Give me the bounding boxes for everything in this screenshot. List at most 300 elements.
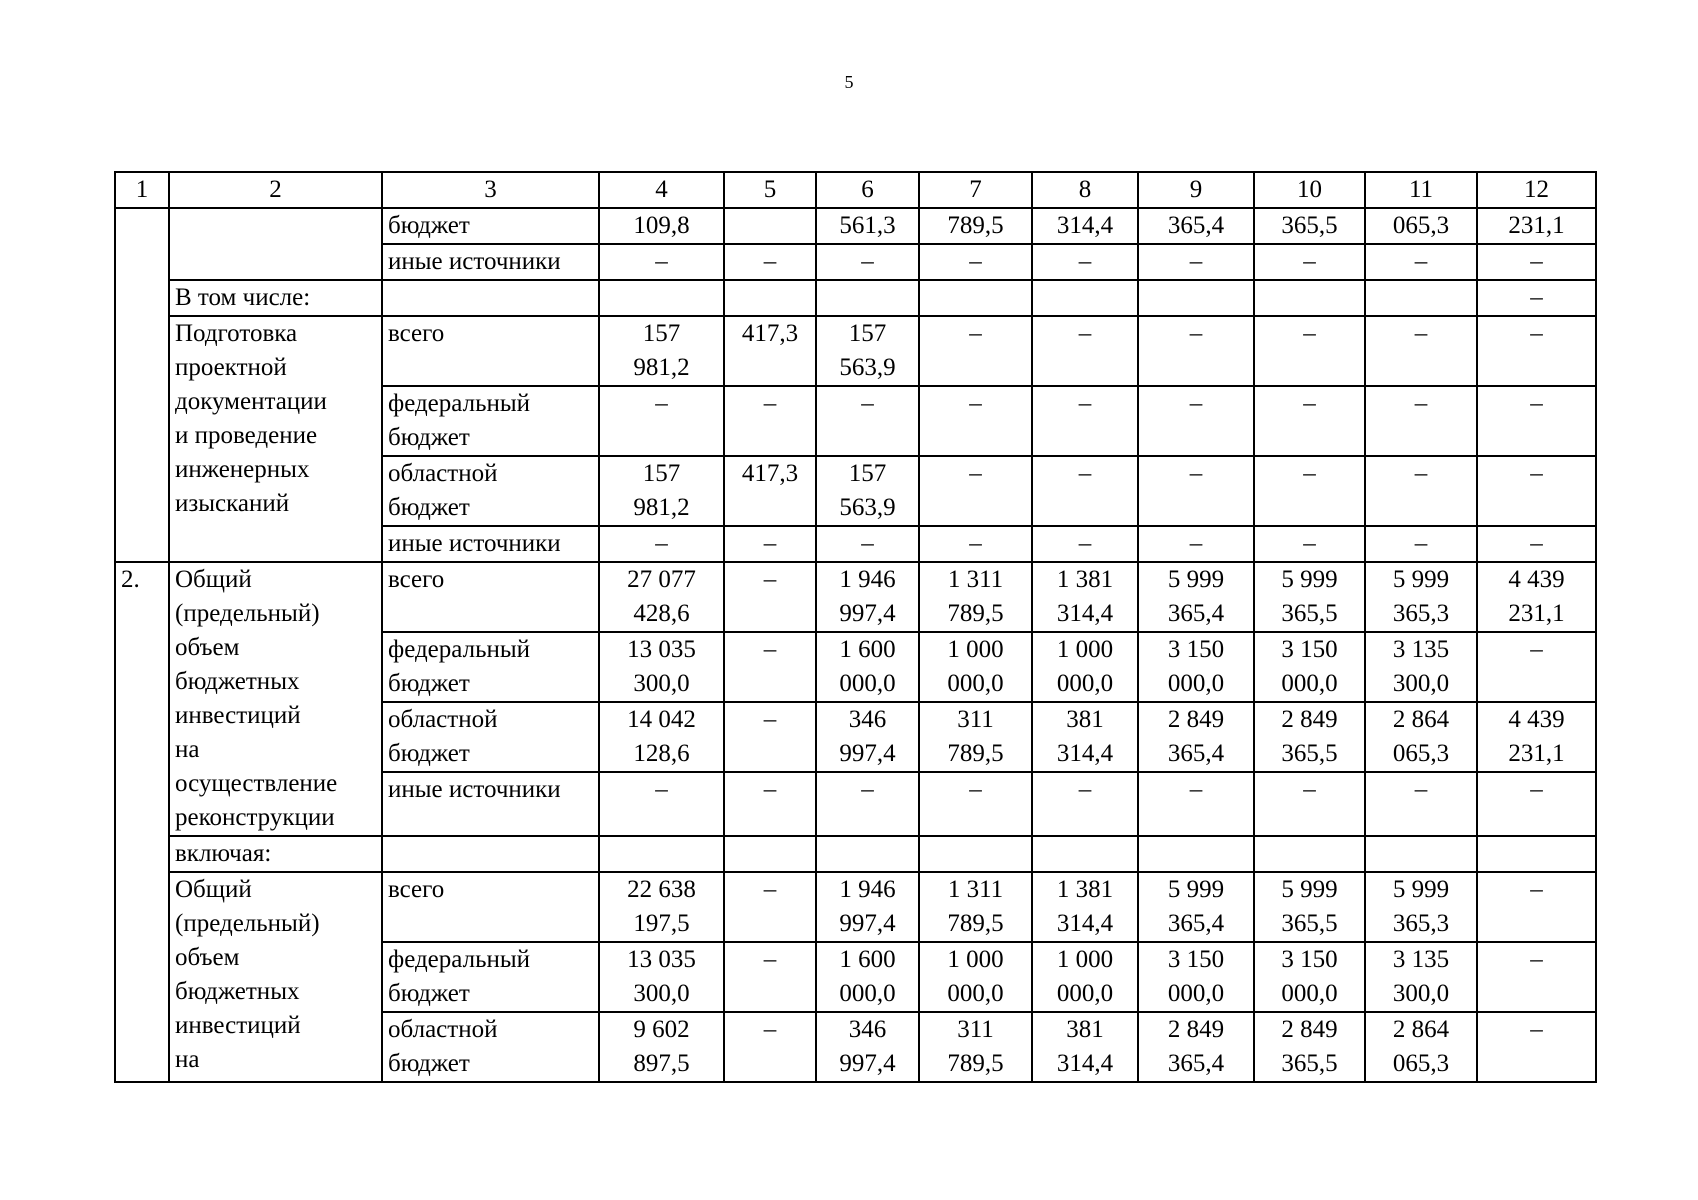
- value-line: 417,3: [741, 460, 799, 487]
- value-cell: [919, 280, 1032, 316]
- value-cell: [1477, 1012, 1596, 1082]
- value-line: 14 042: [627, 706, 696, 733]
- value-cell: [1365, 1012, 1477, 1082]
- value-cell: [1138, 562, 1254, 632]
- value-line: –: [1530, 946, 1543, 973]
- value-line: 13 035: [627, 636, 696, 663]
- value-line: 365,4: [1167, 740, 1225, 767]
- value-cell: [816, 1012, 919, 1082]
- source-line: всего: [388, 320, 445, 347]
- value-line: –: [763, 566, 777, 593]
- source-cell: [382, 386, 599, 456]
- item-name-cell: [169, 562, 382, 836]
- value-line: 346: [848, 706, 887, 733]
- table-row: [115, 562, 1596, 632]
- value-line: 5 999: [1392, 876, 1450, 903]
- value-line: 2 849: [1281, 1016, 1338, 1043]
- value-line: –: [861, 390, 874, 417]
- value-cell: [1032, 280, 1138, 316]
- value-cell: [599, 1012, 724, 1082]
- value-line: 563,9: [839, 354, 896, 381]
- value-line: 065,3: [1392, 1050, 1450, 1077]
- item-name-line: (предельный): [175, 910, 320, 937]
- subheading-cell: В том числе:: [169, 280, 382, 316]
- value-cell: [1365, 836, 1477, 872]
- value-line: –: [655, 390, 668, 417]
- source-cell: [382, 632, 599, 702]
- value-line: 1 946: [839, 876, 896, 903]
- value-line: 789,5: [947, 740, 1004, 767]
- source-cell: [382, 280, 599, 316]
- value-cell: –: [1365, 244, 1477, 280]
- value-cell: [599, 280, 724, 316]
- value-cell: [724, 316, 816, 386]
- value-line: –: [1189, 460, 1203, 487]
- value-line: 5 999: [1392, 566, 1450, 593]
- value-cell: [1138, 836, 1254, 872]
- item-name-line: Общий: [175, 876, 252, 903]
- value-cell: [1032, 942, 1138, 1012]
- source-cell: [382, 456, 599, 526]
- source-line: федеральный: [388, 946, 531, 973]
- value-line: 365,4: [1167, 1050, 1225, 1077]
- value-cell: [919, 632, 1032, 702]
- value-line: –: [1414, 390, 1428, 417]
- value-line: 365,5: [1281, 910, 1338, 937]
- value-cell: [1254, 772, 1365, 836]
- value-line: 5 999: [1281, 566, 1338, 593]
- value-line: –: [763, 706, 777, 733]
- value-cell: [816, 836, 919, 872]
- value-cell: [1254, 526, 1365, 562]
- value-cell: –: [816, 244, 919, 280]
- item-name-line: и проведение: [175, 422, 318, 449]
- value-line: 27 077: [627, 566, 696, 593]
- value-cell: [1032, 562, 1138, 632]
- value-cell: [1477, 872, 1596, 942]
- value-cell: [1032, 526, 1138, 562]
- value-line: –: [1189, 390, 1203, 417]
- value-cell: [1477, 836, 1596, 872]
- value-line: –: [763, 876, 777, 903]
- value-line: 1 946: [839, 566, 896, 593]
- source-cell: [382, 836, 599, 872]
- value-cell: [1477, 526, 1596, 562]
- value-cell: [1138, 632, 1254, 702]
- value-cell: [724, 526, 816, 562]
- value-cell: [1254, 386, 1365, 456]
- item-name-line: документации: [175, 388, 327, 415]
- value-cell: [816, 456, 919, 526]
- value-line: 365,4: [1167, 910, 1225, 937]
- value-line: –: [1414, 530, 1428, 557]
- value-cell: [1032, 772, 1138, 836]
- value-cell: [724, 456, 816, 526]
- value-line: 4 439: [1508, 706, 1565, 733]
- value-line: –: [1530, 776, 1543, 803]
- value-line: –: [1189, 320, 1203, 347]
- value-line: 000,0: [1281, 980, 1338, 1007]
- table-row: [115, 280, 1596, 316]
- value-line: 2 849: [1167, 1016, 1225, 1043]
- value-line: 789,5: [947, 600, 1004, 627]
- value-line: 3 150: [1281, 636, 1338, 663]
- value-cell: [599, 772, 724, 836]
- source-line: федеральный: [388, 636, 531, 663]
- value-line: 365,3: [1392, 600, 1450, 627]
- value-cell: [816, 772, 919, 836]
- value-cell: [1138, 526, 1254, 562]
- table-row: [115, 872, 1596, 942]
- item-name-line: на: [175, 1046, 200, 1073]
- value-cell: [1477, 632, 1596, 702]
- value-cell: [1365, 872, 1477, 942]
- value-cell: [1032, 1012, 1138, 1082]
- value-line: –: [1530, 530, 1543, 557]
- source-cell: [382, 526, 599, 562]
- value-line: 346: [848, 1016, 887, 1043]
- value-line: –: [655, 776, 668, 803]
- value-line: –: [1414, 460, 1428, 487]
- value-cell: [724, 702, 816, 772]
- value-line: –: [763, 530, 777, 557]
- value-line: 365,3: [1392, 910, 1450, 937]
- value-line: –: [1530, 460, 1543, 487]
- value-line: –: [763, 390, 777, 417]
- value-cell: –: [1477, 244, 1596, 280]
- value-line: 231,1: [1508, 740, 1565, 767]
- value-cell: [1365, 702, 1477, 772]
- value-line: –: [1189, 776, 1203, 803]
- value-cell: [1138, 702, 1254, 772]
- value-cell: [1254, 872, 1365, 942]
- value-cell: [599, 526, 724, 562]
- value-cell: [816, 562, 919, 632]
- value-line: 22 638: [627, 876, 696, 903]
- value-line: 5 999: [1281, 876, 1338, 903]
- column-number-cell: 11: [1365, 172, 1477, 208]
- value-cell: [1365, 632, 1477, 702]
- value-line: 000,0: [1167, 980, 1225, 1007]
- value-cell: [1138, 316, 1254, 386]
- value-cell: [1365, 942, 1477, 1012]
- table-row: [115, 316, 1596, 386]
- value-line: 365,5: [1281, 740, 1338, 767]
- item-name-cell: [169, 872, 382, 1082]
- value-cell: [816, 280, 919, 316]
- source-line: областной: [388, 1016, 498, 1043]
- value-line: 157: [642, 320, 681, 347]
- value-cell: –: [599, 244, 724, 280]
- value-cell: [599, 702, 724, 772]
- value-cell: [724, 942, 816, 1012]
- value-cell: [1138, 772, 1254, 836]
- value-cell: [724, 562, 816, 632]
- value-cell: [724, 1012, 816, 1082]
- value-line: 417,3: [741, 320, 799, 347]
- source-line: областной: [388, 460, 498, 487]
- value-line: 563,9: [839, 494, 896, 521]
- value-line: 2 864: [1392, 1016, 1450, 1043]
- table-row: [115, 836, 1596, 872]
- source-line: бюджет: [388, 494, 470, 521]
- value-line: 1 381: [1056, 566, 1114, 593]
- subheading-cell: включая:: [169, 836, 382, 872]
- value-cell: –: [919, 244, 1032, 280]
- value-line: 981,2: [633, 494, 690, 521]
- source-line: иные источники: [388, 530, 561, 557]
- item-name-line: проектной: [175, 354, 287, 381]
- value-line: –: [763, 636, 777, 663]
- source-line: бюджет: [388, 980, 470, 1007]
- source-line: бюджет: [388, 670, 470, 697]
- value-line: –: [969, 320, 982, 347]
- value-cell: [1032, 836, 1138, 872]
- value-line: –: [1303, 460, 1316, 487]
- value-cell: [919, 316, 1032, 386]
- value-cell: [1254, 280, 1365, 316]
- column-number-cell: 3: [382, 172, 599, 208]
- item-name-line: Общий: [175, 566, 252, 593]
- value-line: 157: [642, 460, 681, 487]
- value-cell: 231,1: [1477, 208, 1596, 244]
- value-cell: [919, 702, 1032, 772]
- value-line: 2 849: [1167, 706, 1225, 733]
- value-line: 789,5: [947, 910, 1004, 937]
- item-name-line: инвестиций: [175, 1012, 301, 1039]
- item-name-line: на: [175, 736, 200, 763]
- value-cell: [1254, 562, 1365, 632]
- value-cell: [919, 386, 1032, 456]
- column-number-cell: 10: [1254, 172, 1365, 208]
- table-row: [115, 208, 1596, 244]
- value-line: –: [861, 530, 874, 557]
- value-line: –: [1303, 776, 1316, 803]
- value-line: 1 600: [839, 946, 896, 973]
- value-cell: 365,4: [1138, 208, 1254, 244]
- value-line: –: [1530, 876, 1543, 903]
- value-cell: [1477, 772, 1596, 836]
- value-cell: [1254, 316, 1365, 386]
- value-cell: [1254, 456, 1365, 526]
- value-cell: [1032, 632, 1138, 702]
- value-line: –: [1530, 390, 1543, 417]
- value-cell: [724, 772, 816, 836]
- value-cell: –: [1254, 244, 1365, 280]
- value-line: –: [1530, 320, 1543, 347]
- value-cell: [816, 386, 919, 456]
- value-cell: 365,5: [1254, 208, 1365, 244]
- source-cell: [382, 942, 599, 1012]
- value-line: –: [1414, 776, 1428, 803]
- source-cell: [382, 702, 599, 772]
- value-cell: [1032, 872, 1138, 942]
- value-cell: [1254, 702, 1365, 772]
- value-line: 000,0: [1056, 980, 1114, 1007]
- value-line: –: [763, 946, 777, 973]
- value-line: –: [1303, 390, 1316, 417]
- row-number-cell: 2.: [115, 562, 169, 1082]
- page-number: 5: [844, 72, 854, 92]
- value-line: –: [969, 530, 982, 557]
- value-cell: [1138, 942, 1254, 1012]
- value-cell: [599, 872, 724, 942]
- value-cell: [599, 456, 724, 526]
- value-line: 1 311: [947, 876, 1004, 903]
- value-cell: [599, 386, 724, 456]
- value-line: –: [969, 390, 982, 417]
- value-cell: [1254, 632, 1365, 702]
- value-cell: [724, 386, 816, 456]
- value-cell: [599, 942, 724, 1012]
- value-cell: [599, 632, 724, 702]
- source-cell: [382, 772, 599, 836]
- value-line: 000,0: [947, 980, 1004, 1007]
- source-cell: [382, 316, 599, 386]
- value-line: 157: [848, 460, 887, 487]
- value-line: –: [861, 776, 874, 803]
- value-cell: [1254, 1012, 1365, 1082]
- value-line: 5 999: [1167, 566, 1225, 593]
- value-cell: [919, 942, 1032, 1012]
- value-line: 300,0: [633, 980, 690, 1007]
- value-line: 1 000: [1056, 946, 1114, 973]
- value-line: 300,0: [1392, 670, 1450, 697]
- value-cell: [1032, 316, 1138, 386]
- value-cell: [599, 836, 724, 872]
- value-cell: [919, 526, 1032, 562]
- value-line: 314,4: [1056, 910, 1114, 937]
- source-line: иные источники: [388, 776, 561, 803]
- value-line: 1 000: [947, 636, 1004, 663]
- item-name-line: реконструкции: [175, 804, 335, 831]
- value-line: –: [1530, 636, 1543, 663]
- value-cell: [1477, 562, 1596, 632]
- value-cell: 561,3: [816, 208, 919, 244]
- value-line: 1 381: [1056, 876, 1114, 903]
- item-name-line: изысканий: [175, 490, 290, 517]
- value-line: 3 150: [1281, 946, 1338, 973]
- value-line: –: [1303, 320, 1316, 347]
- value-line: –: [655, 530, 668, 557]
- value-cell: [816, 702, 919, 772]
- value-line: 000,0: [1167, 670, 1225, 697]
- value-line: –: [969, 776, 982, 803]
- value-cell: [1477, 316, 1596, 386]
- value-cell: [919, 562, 1032, 632]
- value-line: 13 035: [627, 946, 696, 973]
- table-row: [115, 172, 1596, 208]
- value-line: 1 000: [1056, 636, 1114, 663]
- value-line: 997,4: [839, 910, 896, 937]
- source-cell: иные источники: [382, 244, 599, 280]
- value-line: 1 311: [947, 566, 1004, 593]
- value-cell: [1477, 942, 1596, 1012]
- source-cell: [382, 872, 599, 942]
- value-cell: [919, 836, 1032, 872]
- value-cell: 789,5: [919, 208, 1032, 244]
- value-line: 789,5: [947, 1050, 1004, 1077]
- value-line: 3 150: [1167, 636, 1225, 663]
- value-cell: [724, 208, 816, 244]
- value-line: 157: [848, 320, 887, 347]
- value-cell: [1032, 456, 1138, 526]
- value-line: –: [763, 776, 777, 803]
- value-line: 128,6: [633, 740, 690, 767]
- value-cell: [1032, 702, 1138, 772]
- item-name-line: Подготовка: [175, 320, 298, 347]
- value-cell: [816, 872, 919, 942]
- item-name-line: инженерных: [175, 456, 310, 483]
- value-cell: [919, 872, 1032, 942]
- value-cell: –: [1477, 280, 1596, 316]
- value-line: 428,6: [633, 600, 690, 627]
- item-name-line: (предельный): [175, 600, 320, 627]
- value-cell: [1032, 386, 1138, 456]
- value-line: 997,4: [839, 1050, 896, 1077]
- item-name-line: объем: [175, 634, 240, 661]
- value-cell: [724, 632, 816, 702]
- value-cell: [724, 872, 816, 942]
- value-cell: [816, 526, 919, 562]
- value-line: –: [1078, 460, 1092, 487]
- value-cell: –: [724, 244, 816, 280]
- value-line: 897,5: [633, 1050, 690, 1077]
- value-cell: [816, 632, 919, 702]
- value-line: 5 999: [1167, 876, 1225, 903]
- row-number-cell: [115, 208, 169, 562]
- value-cell: 065,3: [1365, 208, 1477, 244]
- value-cell: [1365, 386, 1477, 456]
- value-cell: [1365, 526, 1477, 562]
- column-number-cell: 7: [919, 172, 1032, 208]
- value-line: 000,0: [1281, 670, 1338, 697]
- value-line: 197,5: [633, 910, 690, 937]
- value-line: 2 849: [1281, 706, 1338, 733]
- value-cell: 109,8: [599, 208, 724, 244]
- value-cell: [1365, 316, 1477, 386]
- item-name-line: бюджетных: [175, 978, 300, 1005]
- budget-table: [114, 171, 1597, 1083]
- value-cell: [1365, 772, 1477, 836]
- item-name-line: инвестиций: [175, 702, 301, 729]
- value-line: 000,0: [1056, 670, 1114, 697]
- item-name-line: осуществление: [175, 770, 338, 797]
- value-line: 000,0: [839, 980, 896, 1007]
- value-line: 314,4: [1056, 600, 1114, 627]
- value-line: –: [1303, 530, 1316, 557]
- value-cell: [816, 942, 919, 1012]
- value-line: 381: [1066, 1016, 1104, 1043]
- value-line: 365,5: [1281, 1050, 1338, 1077]
- source-line: всего: [388, 566, 445, 593]
- value-cell: [599, 316, 724, 386]
- value-line: –: [763, 1016, 777, 1043]
- value-line: 997,4: [839, 740, 896, 767]
- value-line: 1 600: [839, 636, 896, 663]
- column-number-cell: 8: [1032, 172, 1138, 208]
- value-cell: [1365, 456, 1477, 526]
- value-line: 1 000: [947, 946, 1004, 973]
- column-number-cell: 4: [599, 172, 724, 208]
- item-name-line: объем: [175, 944, 240, 971]
- source-line: бюджет: [388, 424, 470, 451]
- value-line: 4 439: [1508, 566, 1565, 593]
- value-cell: [724, 836, 816, 872]
- value-cell: [1254, 836, 1365, 872]
- value-line: –: [1189, 530, 1203, 557]
- value-cell: [1477, 456, 1596, 526]
